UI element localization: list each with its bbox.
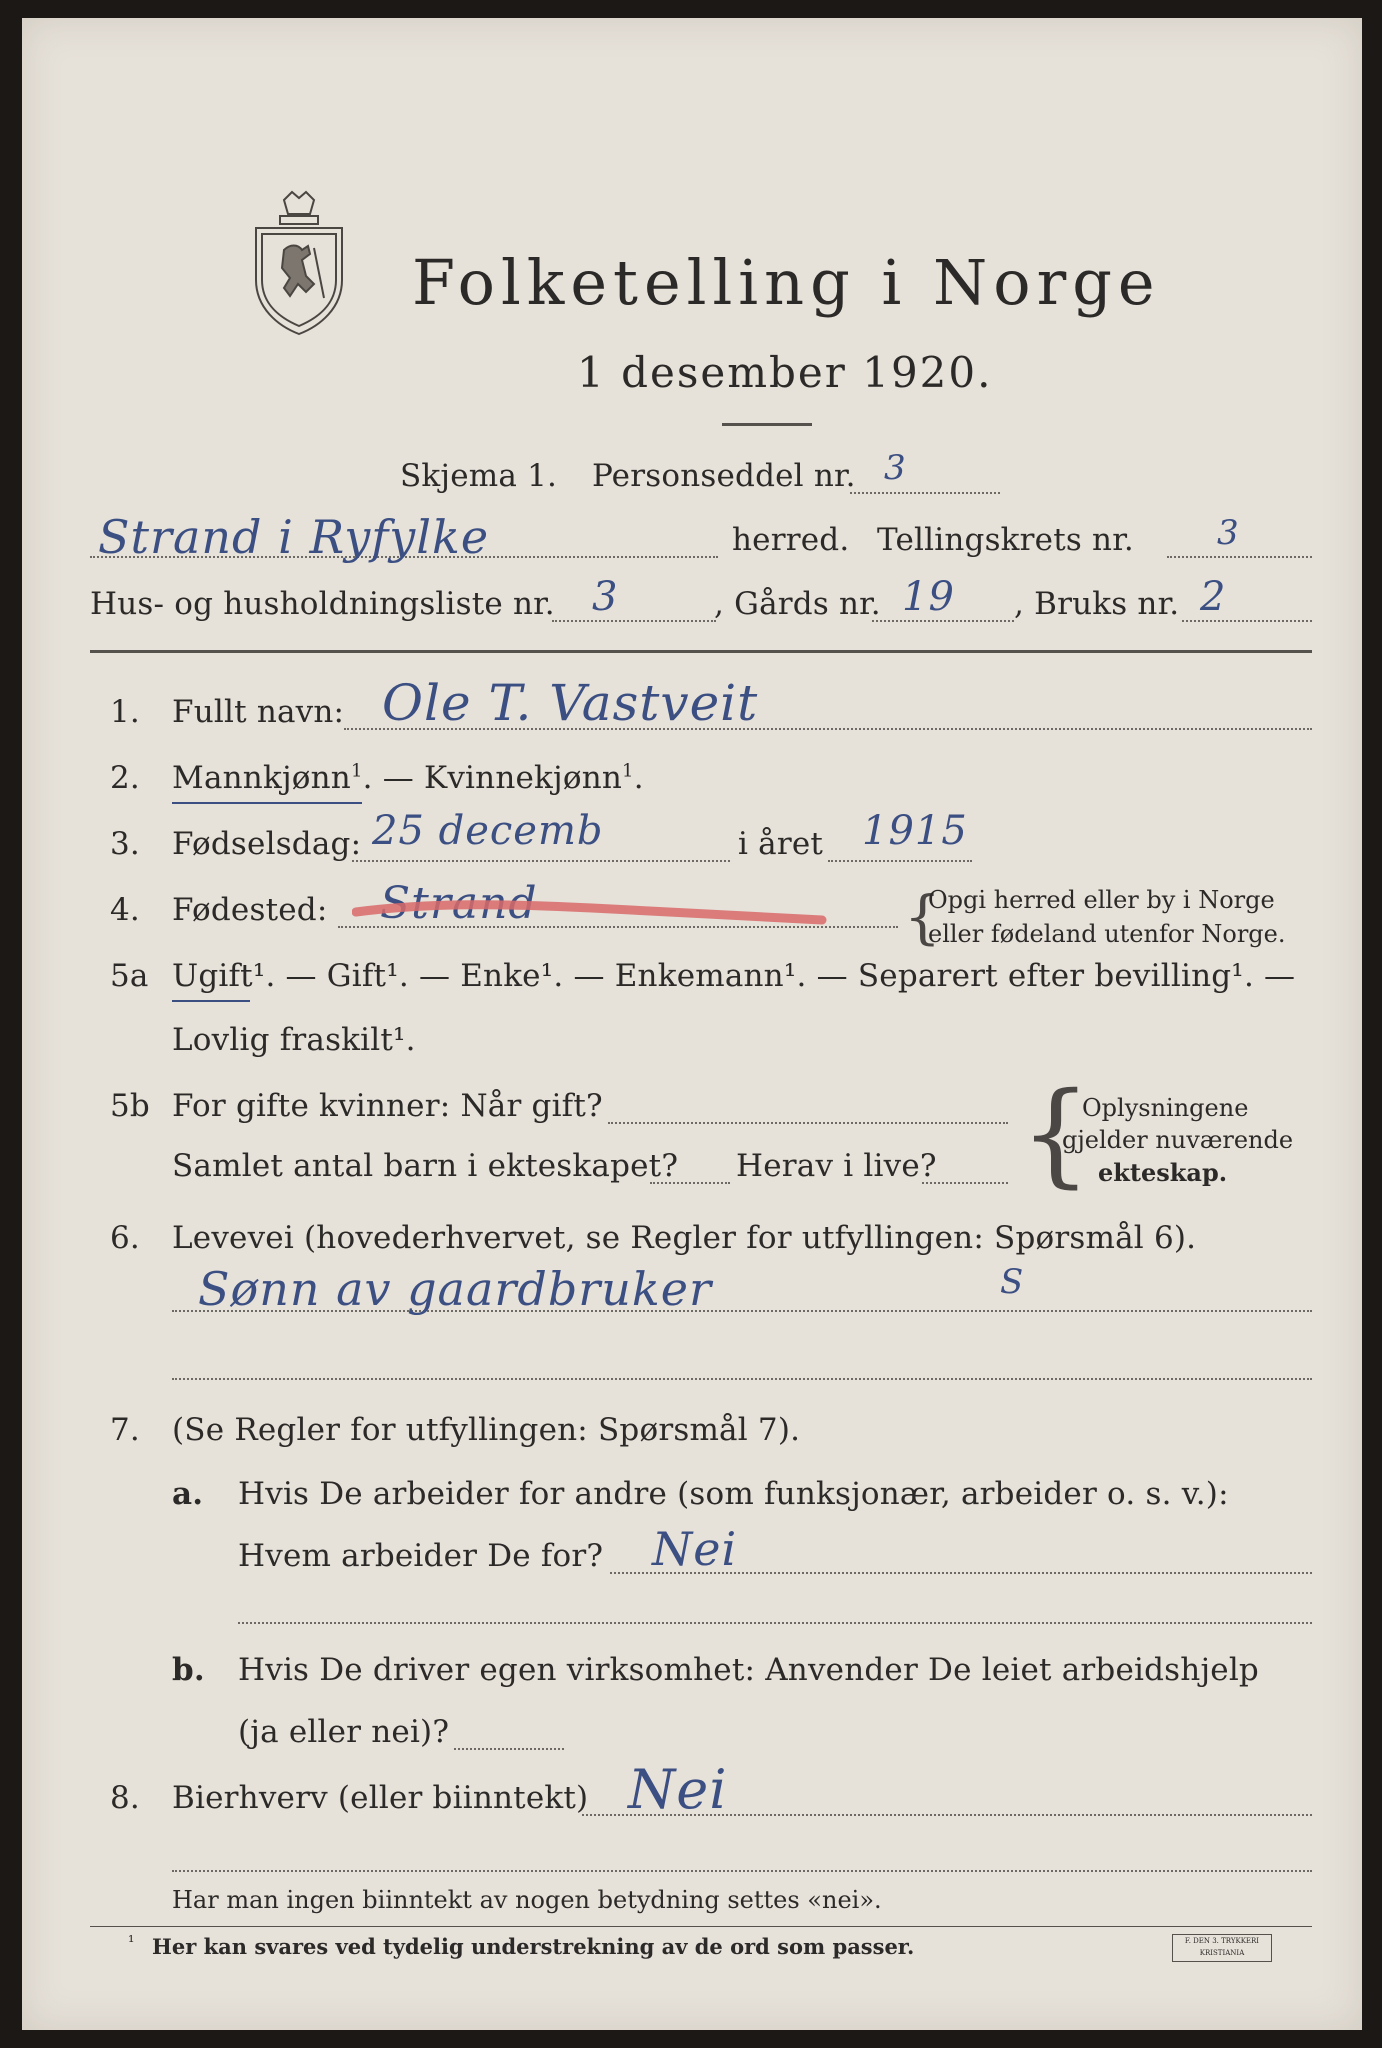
q3-label: Fødselsdag: [172, 826, 362, 862]
husholdningsliste-label: Hus- og husholdningsliste nr. [90, 586, 555, 622]
bruks-label: , Bruks nr. [1014, 586, 1180, 622]
q7a-line2: Hvem arbeider De for? [238, 1538, 604, 1574]
q2-end: . [633, 760, 644, 796]
birthdate-value[interactable]: 25 decemb [372, 808, 604, 854]
bruks-number[interactable]: 2 [1200, 574, 1227, 620]
side-income-note: Har man ingen biinntekt av nogen betydning settes «nei». [172, 1886, 882, 1914]
birthplace-value[interactable]: Strand [380, 878, 538, 929]
q5b-line1: For gifte kvinner: Når gift? [172, 1088, 603, 1124]
q4-label: Fødested: [172, 892, 328, 928]
q1-label: Fullt navn: [172, 694, 345, 730]
q2-mann-underline [172, 802, 362, 804]
q5b-married-line [608, 1122, 1008, 1124]
tellingskrets-field-line [1167, 556, 1312, 558]
q5b-children-label: Samlet antal barn i ekteskapet? [172, 1148, 679, 1184]
q5b-alive-line [922, 1182, 1008, 1184]
q5a-number: 5a [110, 958, 149, 994]
q2-number: 2. [110, 760, 140, 796]
occupation-value[interactable]: Sønn av gaardbruker [198, 1262, 712, 1316]
occupation-code[interactable]: S [1000, 1262, 1025, 1302]
personseddel-label: Personseddel nr. [592, 458, 856, 494]
q7b-letter: b. [172, 1652, 205, 1688]
q6-label: Levevei (hovederhvervet, se Regler for utfyllingen: Spørsmål 6). [172, 1220, 1197, 1256]
q7b-line1: Hvis De driver egen virksomhet: Anvender De leiet arbeidshjelp [238, 1652, 1259, 1688]
q7a-line1: Hvis De arbeider for andre (som funksjonær, arbeider o. s. v.): [238, 1476, 1229, 1512]
q3-year-line [828, 860, 972, 862]
tellingskrets-label: Tellingskrets nr. [877, 522, 1134, 558]
footnote-mark: ¹ [128, 1932, 135, 1951]
personseddel-number[interactable]: 3 [884, 448, 907, 488]
q4-note-line1: Opgi herred eller by i Norge [928, 886, 1275, 914]
form-title: Folketelling i Norge [412, 246, 1161, 319]
skjema-label: Skjema 1. [400, 458, 558, 494]
personseddel-field-line [850, 492, 1000, 494]
q5b-number: 5b [110, 1088, 150, 1124]
gards-number[interactable]: 19 [902, 574, 955, 620]
q5a-ugift-underline [172, 1000, 250, 1002]
norwegian-coat-of-arms-icon [244, 188, 354, 338]
footnote-text: Her kan svares ved tydelig understrekning av de ord som passer. [152, 1934, 915, 1959]
tellingskrets-number[interactable]: 3 [1217, 513, 1240, 553]
husholdningsliste-number[interactable]: 3 [592, 574, 619, 620]
q8-label: Bierhverv (eller biinntekt) [172, 1780, 589, 1816]
q7b-line2: (ja eller nei)? [238, 1714, 450, 1750]
q8-number: 8. [110, 1780, 140, 1816]
q1-number: 1. [110, 694, 140, 730]
printer-stamp: F. DEN 3. TRYKKERI KRISTIANIA [1172, 1934, 1272, 1962]
q4-number: 4. [110, 892, 140, 928]
herred-value[interactable]: Strand i Ryfylke [98, 510, 490, 564]
q5a-line1: Ugift¹. — Gift¹. — Enke¹. — Enkemann¹. — Separert efter bevilling¹. — [172, 958, 1296, 994]
q7-number: 7. [110, 1412, 140, 1448]
q5a-line2: Lovlig fraskilt¹. [172, 1022, 416, 1058]
q5b-note2: gjelder nuværende [1062, 1126, 1294, 1154]
census-form-sheet [22, 18, 1362, 2030]
q8-field-line2 [172, 1870, 1312, 1872]
herred-label: herred. [732, 522, 850, 558]
q2-options: Mannkjønn$^1$. — Kvinnekjønn$^1$. [172, 760, 644, 796]
q6-field-line2 [172, 1378, 1312, 1380]
q7b-field-line [454, 1748, 564, 1750]
q7a-field-line2 [238, 1622, 1312, 1624]
q3-year-label: i året [738, 826, 824, 862]
side-income-value[interactable]: Nei [628, 1758, 728, 1821]
footer-divider [90, 1926, 1312, 1927]
q5b-alive-label: Herav i live? [736, 1148, 937, 1184]
q3-date-line [352, 860, 730, 862]
q2-mann-option[interactable]: Mannkjønn [172, 760, 351, 796]
employer-value[interactable]: Nei [652, 1522, 738, 1576]
q7a-letter: a. [172, 1476, 204, 1512]
gards-label: , Gårds nr. [714, 586, 881, 622]
bruks-field-line [1182, 620, 1312, 622]
q7-label: (Se Regler for utfyllingen: Spørsmål 7). [172, 1412, 801, 1448]
q3-number: 3. [110, 826, 140, 862]
q5b-note1: Oplysningene [1082, 1094, 1249, 1122]
q2-kvinne-option[interactable]: Kvinnekjønn [423, 760, 623, 796]
birthyear-value[interactable]: 1915 [862, 808, 968, 854]
husholdningsliste-field-line [552, 620, 716, 622]
q5b-brace: { [1020, 1069, 1092, 1199]
header-divider [90, 650, 1312, 653]
full-name-value[interactable]: Ole T. Vastveit [382, 674, 759, 732]
q2-separator: . — [362, 760, 424, 796]
gards-field-line [872, 620, 1014, 622]
q4-brace: { [904, 883, 941, 951]
q6-number: 6. [110, 1220, 140, 1256]
title-divider [722, 423, 812, 426]
red-strikethrough-mark [352, 890, 832, 930]
q5b-children-line [650, 1182, 730, 1184]
q4-note-line2: eller fødeland utenfor Norge. [928, 920, 1286, 948]
census-date: 1 desember 1920. [577, 348, 993, 397]
q5b-note3: ekteskap. [1098, 1158, 1228, 1187]
